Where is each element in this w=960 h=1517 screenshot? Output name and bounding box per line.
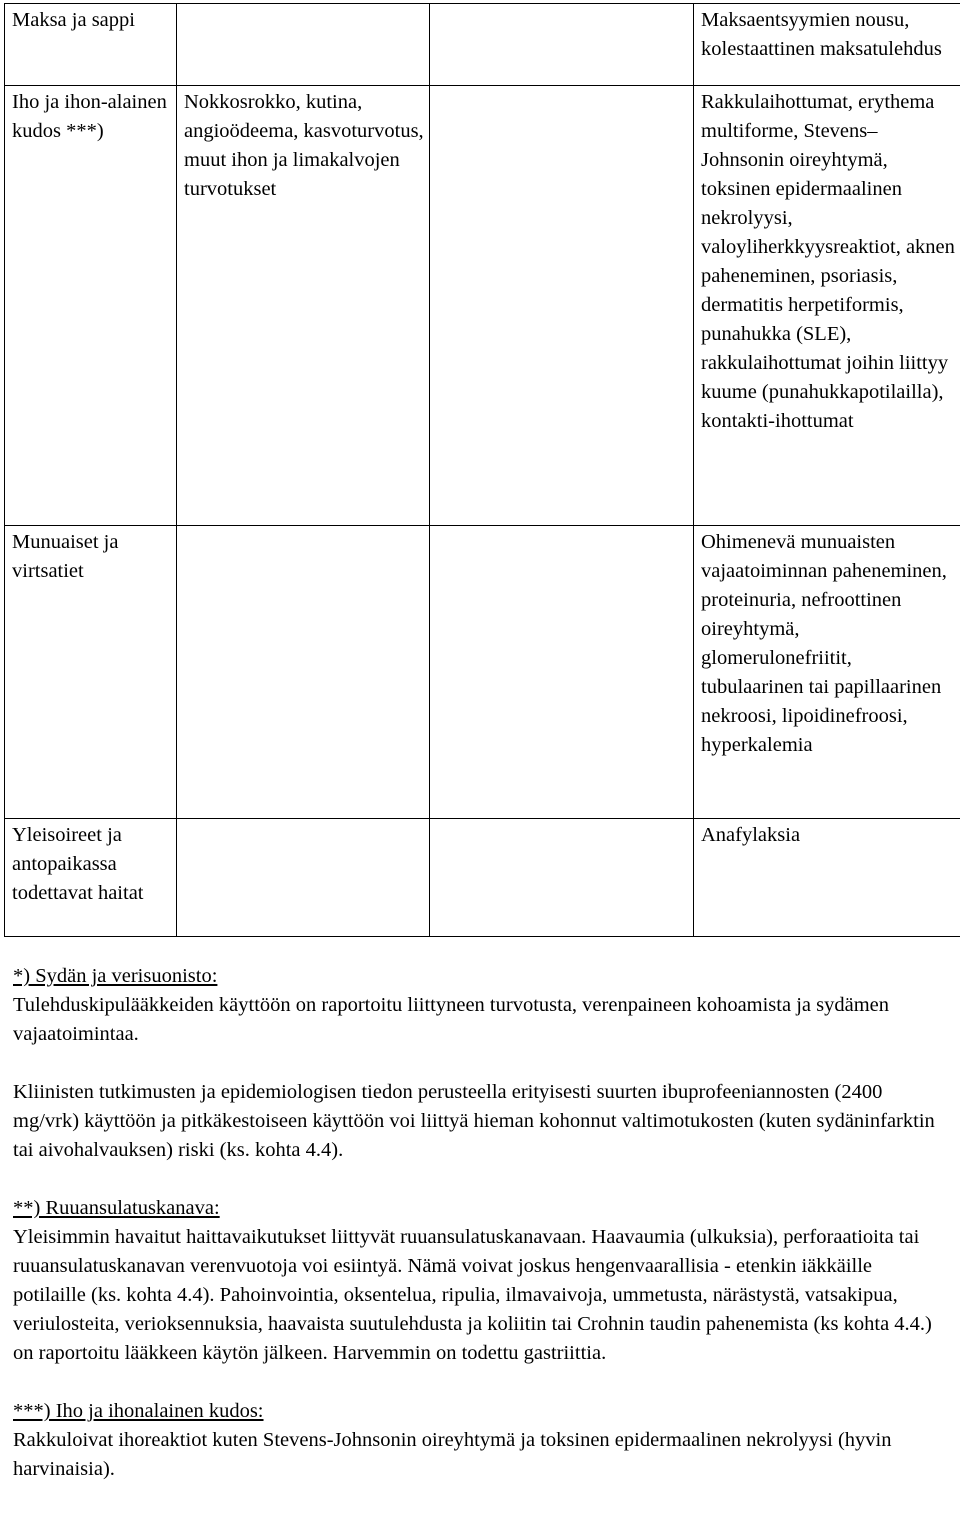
frequency-cell: Anafylaksia (694, 819, 960, 937)
adverse-effects-table (4, 3, 960, 937)
frequency-cell (430, 526, 694, 819)
frequency-cell (430, 86, 694, 526)
frequency-cell (430, 4, 694, 86)
footnote-heading-gastrointestinal: **) Ruuansulatuskanava: (13, 1197, 220, 1219)
organ-class-cell: Munuaiset ja virtsatiet (5, 526, 177, 819)
frequency-cell: Maksaentsyymien nousu, kolestaattinen maksatulehdus (694, 4, 960, 86)
footnote-paragraph: Rakkuloivat ihoreaktiot kuten Stevens-Johnsonin oireyhtymä ja toksinen epidermaalinen nekrolyysi (hyvin harvinaisia). (13, 1429, 892, 1480)
table-row (5, 526, 960, 819)
frequency-cell: Rakkulaihottumat, erythema multiforme, Stevens–Johnsonin oireyhtymä, toksinen epidermaalinen nekrolyysi, valoyliherkkyysreaktiot, aknen paheneminen, psoriasis, dermatitis herpetiformis, punahukka (SLE), rakkulaihottumat joihin liittyy kuume (punahukkapotilailla), kontakti-ihottumat (694, 86, 960, 526)
organ-class-cell: Iho ja ihon-alainen kudos ***) (5, 86, 177, 526)
frequency-cell (430, 819, 694, 937)
footnote-heading-cardiovascular: *) Sydän ja verisuonisto: (13, 965, 218, 987)
footnote-paragraph: Yleisimmin havaitut haittavaikutukset liittyvät ruuansulatuskanavaan. Haavaumia (ulkuksia), perforaatioita tai ruuansulatuskanavan verenvuotoja voi esiintyä. Nämä voivat joskus hengenvaarallisia - etenkin iäkkäille potilaille (ks. kohta 4.4). Pahoinvointia, oksentelua, ripulia, ilmavaivoja, ummetusta, närästystä, vatsakipua, veriulosteita, verioksennuksia, haavaista suutulehdusta ja koliitin tai Crohnin taudin pahenemista (ks kohta 4.4.) on raportoitu lääkkeen käytön jälkeen. Harvemmin on todettu gastriittia. (13, 1226, 932, 1364)
table-row (5, 4, 960, 86)
frequency-cell: Nokkosrokko, kutina, angioödeema, kasvoturvotus, muut ihon ja limakalvojen turvotukset (177, 86, 430, 526)
organ-class-cell: Yleisoireet ja antopaikassa todettavat haitat (5, 819, 177, 937)
frequency-cell (177, 526, 430, 819)
table-row (5, 819, 960, 937)
frequency-cell: Ohimenevä munuaisten vajaatoiminnan paheneminen, proteinuria, nefroottinen oireyhtymä, glomerulonefriitit, tubulaarinen tai papillaarinen nekroosi, lipoidinefroosi, hyperkalemia (694, 526, 960, 819)
footnote-heading-skin: ***) Iho ja ihonalainen kudos: (13, 1400, 264, 1422)
footnotes (13, 962, 948, 1484)
organ-class-cell: Maksa ja sappi (5, 4, 177, 86)
frequency-cell (177, 4, 430, 86)
table-row (5, 86, 960, 526)
frequency-cell (177, 819, 430, 937)
footnote-paragraph: Kliinisten tutkimusten ja epidemiologisen tiedon perusteella erityisesti suurten ibuprofeeniannosten (2400 mg/vrk) käyttöön ja pitkäkestoiseen käyttöön voi liittyä hieman kohonnut valtimotukosten (kuten sydäninfarktin tai aivohalvauksen) riski (ks. kohta 4.4). (13, 1081, 935, 1161)
footnote-paragraph: Tulehduskipulääkkeiden käyttöön on raportoitu liittyneen turvotusta, verenpaineen kohoamista ja sydämen vajaatoimintaa. (13, 994, 889, 1045)
